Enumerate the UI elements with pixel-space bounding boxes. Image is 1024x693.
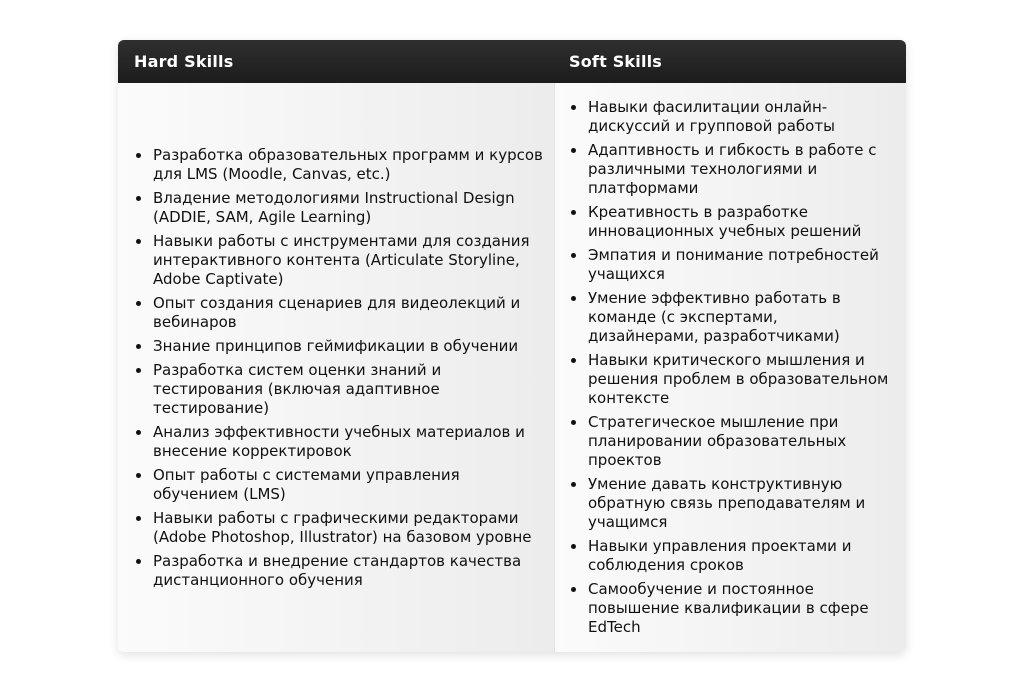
hard-skills-list — [136, 146, 554, 590]
soft-skill-item: Навыки критического мышления и решения проблем в образовательном контексте — [571, 351, 890, 408]
hard-skill-item: Опыт создания сценариев для видеолекций и вебинаров — [136, 294, 545, 332]
hard-skill-item: Анализ эффективности учебных материалов и внесение корректировок — [136, 423, 545, 461]
skills-table — [118, 40, 906, 652]
soft-skill-item: Умение эффективно работать в команде (с экспертами, дизайнерами, разработчиками) — [571, 289, 890, 346]
hard-skill-item: Знание принципов геймификации в обучении — [136, 337, 545, 356]
hard-skills-column — [118, 83, 554, 652]
soft-skills-heading: Soft Skills — [569, 52, 663, 71]
hard-skills-heading: Hard Skills — [134, 52, 234, 71]
hard-skill-item: Разработка и внедрение стандартов качества дистанционного обучения — [136, 552, 545, 590]
hard-skill-item: Разработка образовательных программ и курсов для LMS (Moodle, Canvas, etc.) — [136, 146, 545, 184]
hard-skill-item: Владение методологиями Instructional Design (ADDIE, SAM, Agile Learning) — [136, 189, 545, 227]
hard-skill-item: Навыки работы с инструментами для создания интерактивного контента (Articulate Storyline, Adobe Captivate) — [136, 232, 545, 289]
soft-skill-item: Умение давать конструктивную обратную связь преподавателям и учащимся — [571, 475, 890, 532]
hard-skill-item: Навыки работы с графическими редакторами (Adobe Photoshop, Illustrator) на базовом уровне — [136, 509, 545, 547]
soft-skill-item: Адаптивность и гибкость в работе с различными технологиями и платформами — [571, 141, 890, 198]
soft-skill-item: Навыки фасилитации онлайн-дискуссий и групповой работы — [571, 98, 890, 136]
soft-skills-column — [554, 83, 906, 652]
table-header — [118, 40, 906, 83]
soft-skills-list — [571, 98, 906, 637]
soft-skill-item: Креативность в разработке инновационных учебных решений — [571, 203, 890, 241]
soft-skill-item: Навыки управления проектами и соблюдения сроков — [571, 537, 890, 575]
soft-skill-item: Самообучение и постоянное повышение квалификации в сфере EdTech — [571, 580, 890, 637]
hard-skill-item: Опыт работы с системами управления обучением (LMS) — [136, 466, 545, 504]
hard-skill-item: Разработка систем оценки знаний и тестирования (включая адаптивное тестирование) — [136, 361, 545, 418]
soft-skill-item: Эмпатия и понимание потребностей учащихся — [571, 246, 890, 284]
soft-skill-item: Стратегическое мышление при планировании образовательных проектов — [571, 413, 890, 470]
